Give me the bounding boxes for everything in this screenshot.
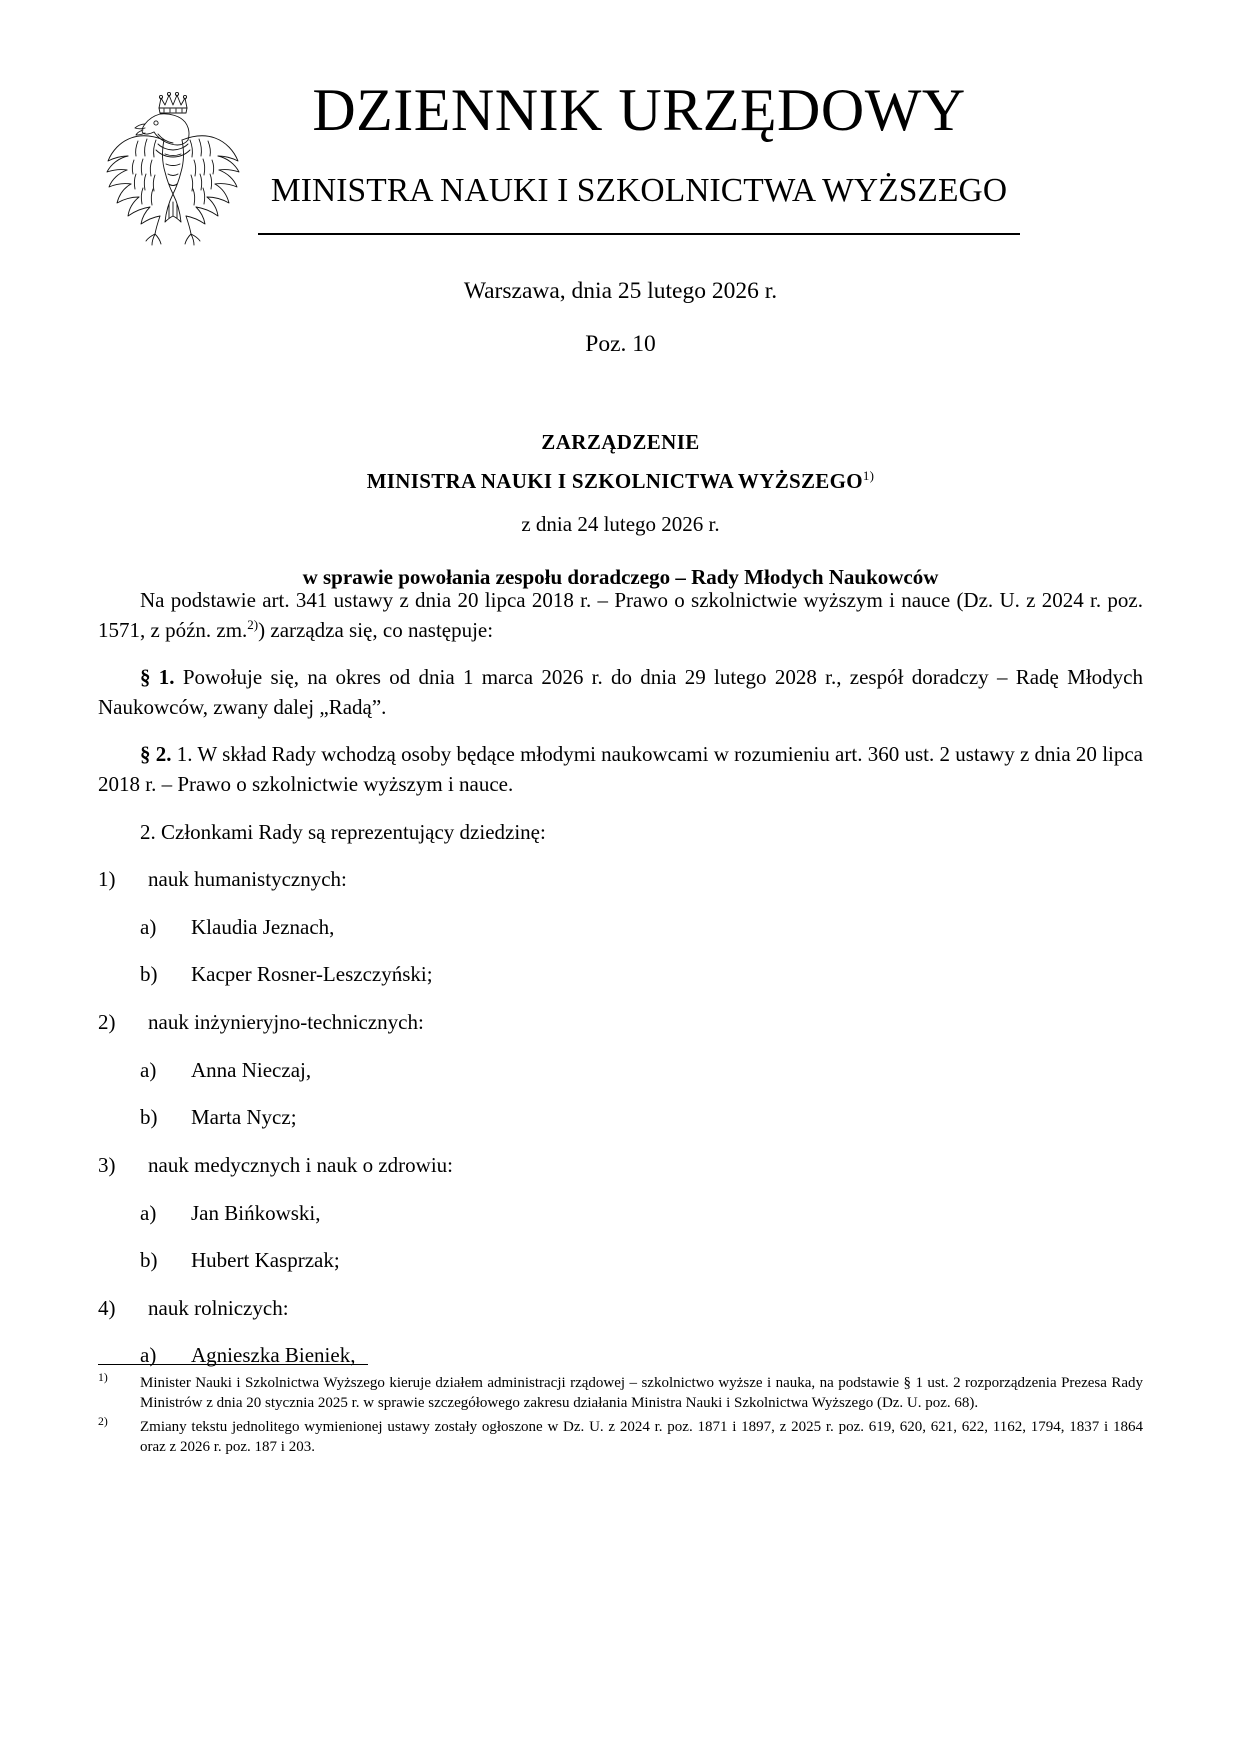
paragraph-2-point-2: 2. Członkami Rady są reprezentujący dziedzinę: xyxy=(140,819,546,844)
preamble-text-part2: ) zarządza się, co następuje: xyxy=(258,617,494,642)
act-heading-block xyxy=(98,430,1143,590)
member-name: Anna Nieczaj, xyxy=(191,1057,312,1082)
act-kind: ZARZĄDZENIE xyxy=(541,430,700,454)
member-name: Marta Nycz; xyxy=(191,1105,297,1130)
field-marker: 3) xyxy=(98,1152,116,1177)
member-name: Agnieszka Bieniek, xyxy=(191,1343,356,1368)
field-item xyxy=(98,1294,1143,1324)
member-marker: b) xyxy=(140,962,158,987)
preamble-text-part1: Na podstawie art. 341 ustawy z dnia 20 lipca 2018 r. – Prawo o szkolnictwie wyższym i nauce (Dz. U. z 2024 r. poz. 1571, z późn. zm. xyxy=(98,588,1143,642)
footnote-marker xyxy=(98,1371,140,1413)
member-item xyxy=(98,960,1143,990)
member-name: Hubert Kasprzak; xyxy=(191,1248,340,1273)
act-authority xyxy=(98,469,1143,494)
polish-eagle-emblem-icon xyxy=(98,78,248,246)
member-name: Kacper Rosner-Leszczyński; xyxy=(191,962,433,987)
paragraph-2 xyxy=(98,740,1143,799)
member-name: Klaudia Jeznach, xyxy=(191,914,335,939)
act-subject: w sprawie powołania zespołu doradczego – Rady Młodych Naukowców xyxy=(302,565,939,589)
preamble-paragraph xyxy=(98,586,1143,645)
masthead-divider xyxy=(258,233,1020,235)
member-item xyxy=(98,1199,1143,1229)
preamble-footnote-ref: 2) xyxy=(247,616,259,632)
act-authority-label: MINISTRA NAUKI I SZKOLNICTWA WYŻSZEGO xyxy=(366,469,863,493)
member-item xyxy=(98,1246,1143,1276)
paragraph-2-text: 1. W skład Rady wchodzą osoby będące młodymi naukowcami w rozumieniu art. 360 ust. 2 ustawy z dnia 20 lipca 2018 r. – Prawo o szkolnictwie wyższym i nauce. xyxy=(98,742,1143,797)
masthead xyxy=(0,0,1241,250)
member-marker: b) xyxy=(140,1248,158,1273)
paragraph-1 xyxy=(98,663,1143,722)
paragraph-2-label: § 2. xyxy=(140,742,172,767)
member-item xyxy=(98,913,1143,943)
footnote xyxy=(98,1371,1143,1413)
member-name: Jan Bińkowski, xyxy=(191,1200,321,1225)
gazette-subtitle: MINISTRA NAUKI I SZKOLNICTWA WYŻSZEGO xyxy=(270,172,1008,209)
field-item xyxy=(98,1151,1143,1181)
footnote-marker xyxy=(98,1415,140,1457)
member-marker: b) xyxy=(140,1105,158,1130)
footnote xyxy=(98,1415,1143,1457)
footnote-text: Zmiany tekstu jednolitego wymienionej ustawy zostały ogłoszone w Dz. U. z 2024 r. poz. 1871 i 1897, z 2025 r. poz. 619, 620, 621, 622, 1162, 1794, 1837 i 1864 oraz z 2026 r. poz. 187 i 203. xyxy=(140,1419,1143,1455)
footnote-marker-text: 1) xyxy=(98,1371,108,1384)
field-item xyxy=(98,1008,1143,1038)
act-body xyxy=(98,586,1143,1389)
member-marker: a) xyxy=(140,1200,157,1225)
field-marker: 2) xyxy=(98,1010,116,1035)
member-item xyxy=(98,1103,1143,1133)
field-marker: 1) xyxy=(98,867,116,892)
act-date: z dnia 24 lutego 2026 r. xyxy=(521,512,720,536)
member-item xyxy=(98,1056,1143,1086)
footnote-area xyxy=(98,1364,1143,1462)
act-authority-footnote-ref: 1) xyxy=(862,468,875,483)
field-label: nauk medycznych i nauk o zdrowiu: xyxy=(148,1152,453,1177)
field-label: nauk humanistycznych: xyxy=(148,867,347,892)
gazette-title: DZIENNIK URZĘDOWY xyxy=(312,77,966,143)
issue-place-date: Warszawa, dnia 25 lutego 2026 r. xyxy=(463,278,778,304)
footnote-text: Minister Nauki i Szkolnictwa Wyższego kieruje działem administracji rządowej – szkolnictwo wyższe i nauka, na podstawie § 1 ust. 2 rozporządzenia Prezesa Rady Ministrów z dnia 20 stycznia 2025 r. w sprawie szczegółowego zakresu działania Ministra Nauki i Szkolnictwa Wyższego (Dz. U. poz. 68). xyxy=(140,1375,1143,1411)
field-marker: 4) xyxy=(98,1295,116,1320)
paragraph-1-label: § 1. xyxy=(140,665,175,690)
field-item xyxy=(98,865,1143,895)
issue-position: Poz. 10 xyxy=(585,331,656,357)
member-marker: a) xyxy=(140,1057,157,1082)
footnote-divider xyxy=(98,1364,368,1365)
masthead-text xyxy=(258,77,1020,209)
paragraph-1-text: Powołuje się, na okres od dnia 1 marca 2026 r. do dnia 29 lutego 2028 r., zespół doradczy – Radę Młodych Naukowców, zwany dalej „Radą”. xyxy=(98,665,1144,719)
member-marker: a) xyxy=(140,914,157,939)
field-label: nauk inżynieryjno-technicznych: xyxy=(148,1010,424,1035)
footnote-marker-text: 2) xyxy=(98,1415,108,1428)
member-marker: a) xyxy=(140,1343,157,1368)
field-label: nauk rolniczych: xyxy=(148,1295,289,1320)
